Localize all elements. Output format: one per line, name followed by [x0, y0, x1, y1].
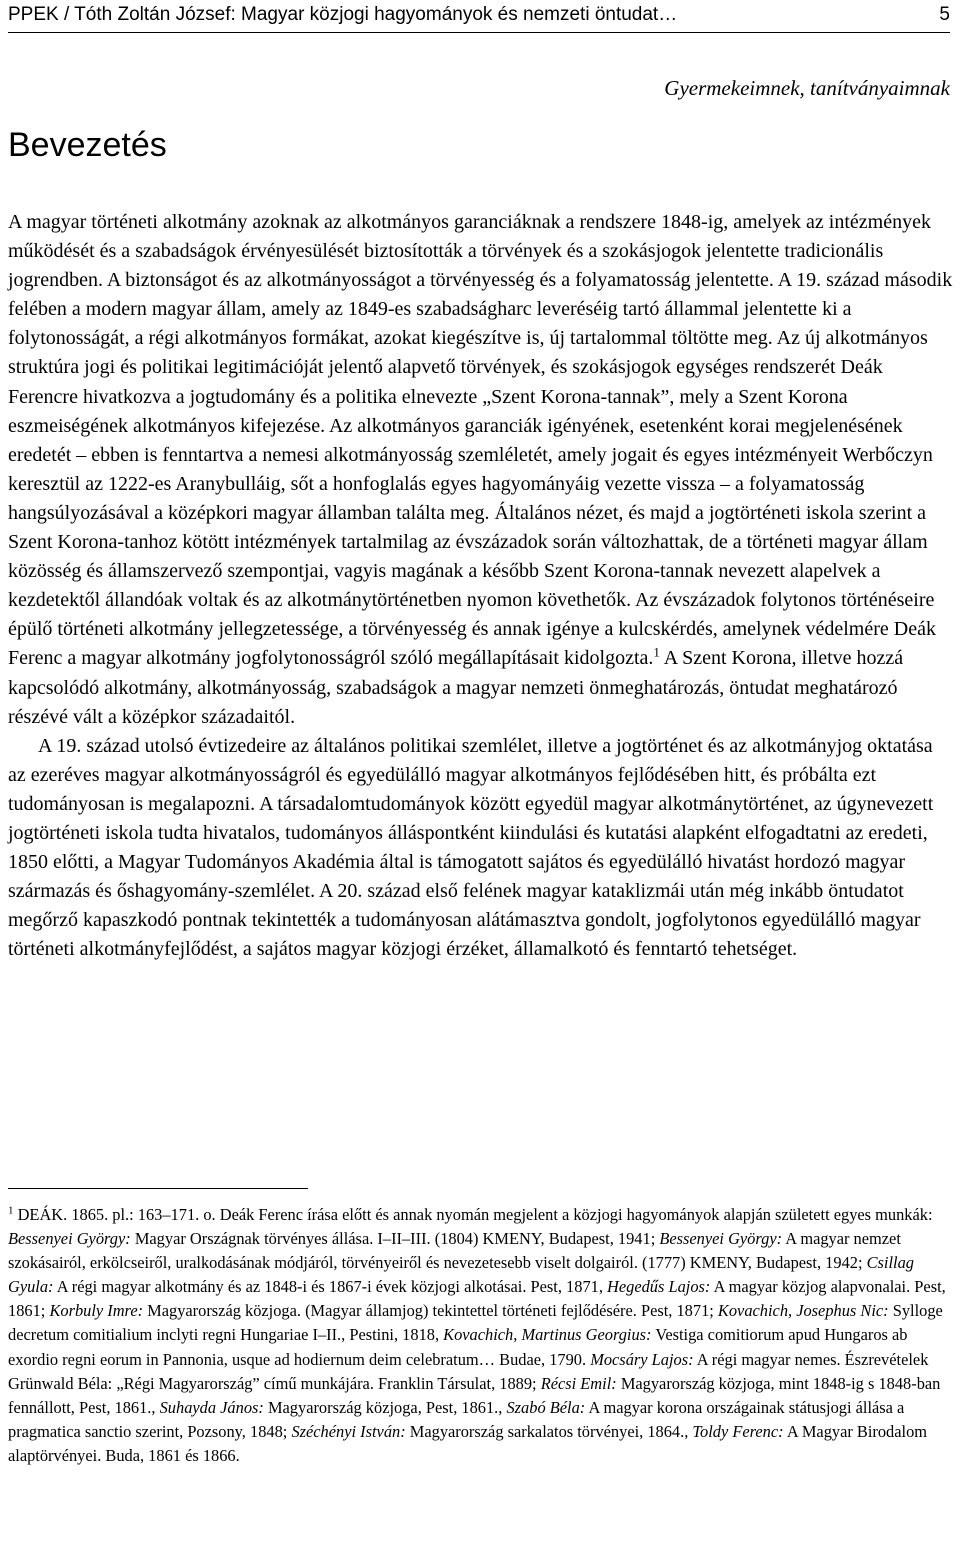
footnote-segment: Magyar Országnak törvényes állása. I–II–III. (1804) KMENY, Budapest, 1941;	[130, 1229, 660, 1249]
footnote-author: Korbuly Imre:	[49, 1301, 144, 1321]
footnote-segment: A régi magyar nemes. Észrevételek Grünwald Béla: „Régi Magyarország” című munkájára. Franklin Társulat, 1889;	[8, 1349, 929, 1393]
footnote-segment: A régi magyar alkotmány és az 1848-i és 1867-i évek közjogi alkotásai. Pest, 1871,	[53, 1277, 608, 1297]
footnote-segment: Vestiga comitiorum apud Hungaros ab exordio regni eorum in Pannonia, usque ad hodiernum deim celebratum… Budae, 1790.	[8, 1325, 908, 1369]
paragraph-1-text-b: A Szent Korona, illetve hozzá kapcsolódó alkotmány, alkotmányosság, szabadságok a magyar nemzeti önmeghatározás, öntudat meghatározó részévé vált a középkor századaitól.	[8, 647, 904, 728]
paragraph-1	[8, 208, 954, 732]
footnote-author: Kovachich, Josephus Nic:	[717, 1301, 889, 1321]
footnote-author: Suhayda János:	[159, 1397, 264, 1417]
footnote-author: Széchényi István:	[291, 1421, 406, 1441]
footnote-segment: A magyar nemzet szokásairól, erkölcseiről, uralkodásának módjáról, törvényeiről és nevezetesebb viselt dolgairól. (1777) KMENY, Budapest, 1942;	[8, 1229, 901, 1273]
footnote-segment: A magyar korona országainak státusjogi állása a pragmatica sanctio szerint, Pozsony, 1848;	[8, 1397, 905, 1441]
body-text	[8, 208, 954, 964]
footnote-text	[8, 1203, 954, 1468]
running-title: PPEK / Tóth Zoltán József: Magyar közjogi hagyományok és nemzeti öntudat…	[8, 4, 678, 25]
footnote-segment: Magyarország közjoga, Pest, 1861.,	[263, 1397, 507, 1417]
dedication: Gyermekeimnek, tanítványaimnak	[664, 76, 950, 100]
footnote-segment: Magyarország közjoga. (Magyar államjog) tekintettel történeti fejlődésére. Pest, 1871;	[143, 1301, 718, 1321]
footnote-separator	[8, 1188, 308, 1189]
footnote-author: Bessenyei György:	[8, 1229, 131, 1249]
footnote-segment: DEÁK. 1865. pl.: 163–171. o. Deák Ferenc írása előtt és annak nyomán megjelent a közjogi hagyományok alapján született egyes munkák:	[13, 1205, 933, 1224]
page-header	[8, 0, 950, 33]
footnote-mark: 1	[8, 1204, 14, 1217]
footnote-author: Szabó Béla:	[506, 1397, 586, 1417]
footnote-segment: Magyarország közjoga, mint 1848-ig s 1848-ban fennállott, Pest, 1861.,	[8, 1373, 941, 1417]
paragraph-2: A 19. század utolsó évtizedeire az általános politikai szemlélet, illetve a jogtörténet és az alkotmányjog oktatása az ezeréves magyar alkotmányosságról és egyedülálló magyar alkotmányos fejlődésében hitt, és próbálta ezt tudományosan is megalapozni. A társadalomtudományok között egyedül magyar alkotmánytörténet, az úgynevezett jogtörténeti iskola tudta hivatalos, tudományos álláspontként kiindulási és kutatási alapként elfogadtatni az eredeti, 1850 előtti, a Magyar Tudományos Akadémia által is támogatott sajátos és egyedülálló hivatást hordozó magyar származás és őshagyomány-szemlélet. A 20. század első felének magyar kataklizmái után még inkább öntudatot megőrző kapaszkodó pontnak tekintették a tudományosan alátámasztva gondolt, jogfolytonos egyedülálló magyar történeti alkotmányfejlődést, a sajátos magyar közjogi érzéket, államalkotó és fenntartó tehetséget.	[8, 734, 934, 961]
footnote-author: Mocsáry Lajos:	[590, 1349, 694, 1369]
footnote-author: Hegedűs Lajos:	[607, 1277, 711, 1297]
footnote-author: Bessenyei György:	[659, 1229, 783, 1249]
footnote-segment: Magyarország sarkalatos törvényei, 1864.,	[405, 1421, 693, 1441]
footnote-1	[8, 1203, 954, 1468]
section-heading: Bevezetés	[8, 126, 167, 164]
paragraph-1-text-a: A magyar történeti alkotmány azoknak az alkotmányos garanciáknak a rendszere 1848-ig, amelyek az intézmények működését és a szabadságok érvényesülését biztosították a törvények és a szokásjogok jelentette tradicionális jogrendben. A biztonságot és az alkotmányosságot a törvényesség és a folyamatosság jelentette. A 19. század második felében a modern magyar állam, amely az 1849-es szabadságharc leveréséig tartó állammal jelentette ki a folytonosságát, a régi alkotmányos formákat, azokat kiegészítve is, új tartalommal töltötte meg. Az új alkotmányos struktúra jogi és politikai legitimációját jelentő alapvető törvények, és szokásjogok egységes rendszerét Deák Ferencre hivatkozva a jogtudomány és a politika elnevezte „Szent Korona-tannak”, mely a Szent Korona eszmeiségének alkotmányos kifejezése. Az alkotmányos garanciák igényének, esetenként korai megjelenésének eredetét – ebben is fenntartva a nemesi alkotmányosság szemléletét, amely jogait és egyes intézményeit Werbőczyn keresztül az 1222-es Aranybulláig, sőt a honfoglalás egyes hagyományáig vezette vissza – a folyamatosság hangsúlyozásával a középkori magyar államban találta meg. Általános nézet, és majd a jogtörténeti iskola szerint a Szent Korona-tanhoz kötött intézmények tartalmilag az évszázadok során változhattak, de a történeti magyar állam közösség és államszervező szempontjai, vagyis magának a később Szent Korona-tannak nevezett alapelvek a kezdetektől állandóak voltak és az alkotmánytörténetben nyomon követhetők. Az évszázadok folytonos történéseire épülő történeti alkotmány jellegzetessége, a törvényesség és annak igénye a kulcskérdés, amelynek védelmére Deák Ferenc a magyar alkotmány jogfolytonosságról szóló megállapításait kidolgozta.	[8, 211, 953, 670]
footnote-segment: A magyar közjog alapvonalai. Pest, 1861;	[8, 1277, 946, 1321]
footnote-author: Kovachich, Martinus Georgius:	[443, 1325, 652, 1345]
footnote-author: Toldy Ferenc:	[692, 1421, 784, 1441]
footnote-author: Récsi Emil:	[540, 1373, 617, 1393]
footnote-segment: Sylloge decretum comitialium inclyti regni Hungariae I–II., Pestini, 1818,	[8, 1301, 943, 1345]
footnote-author: Csillag Gyula:	[8, 1253, 914, 1297]
footnote-reference[interactable]: 1	[653, 644, 660, 660]
footnote-segment: A Magyar Birodalom alaptörvényei. Buda, 1861 és 1866.	[8, 1421, 928, 1465]
page-number: 5	[939, 4, 950, 25]
